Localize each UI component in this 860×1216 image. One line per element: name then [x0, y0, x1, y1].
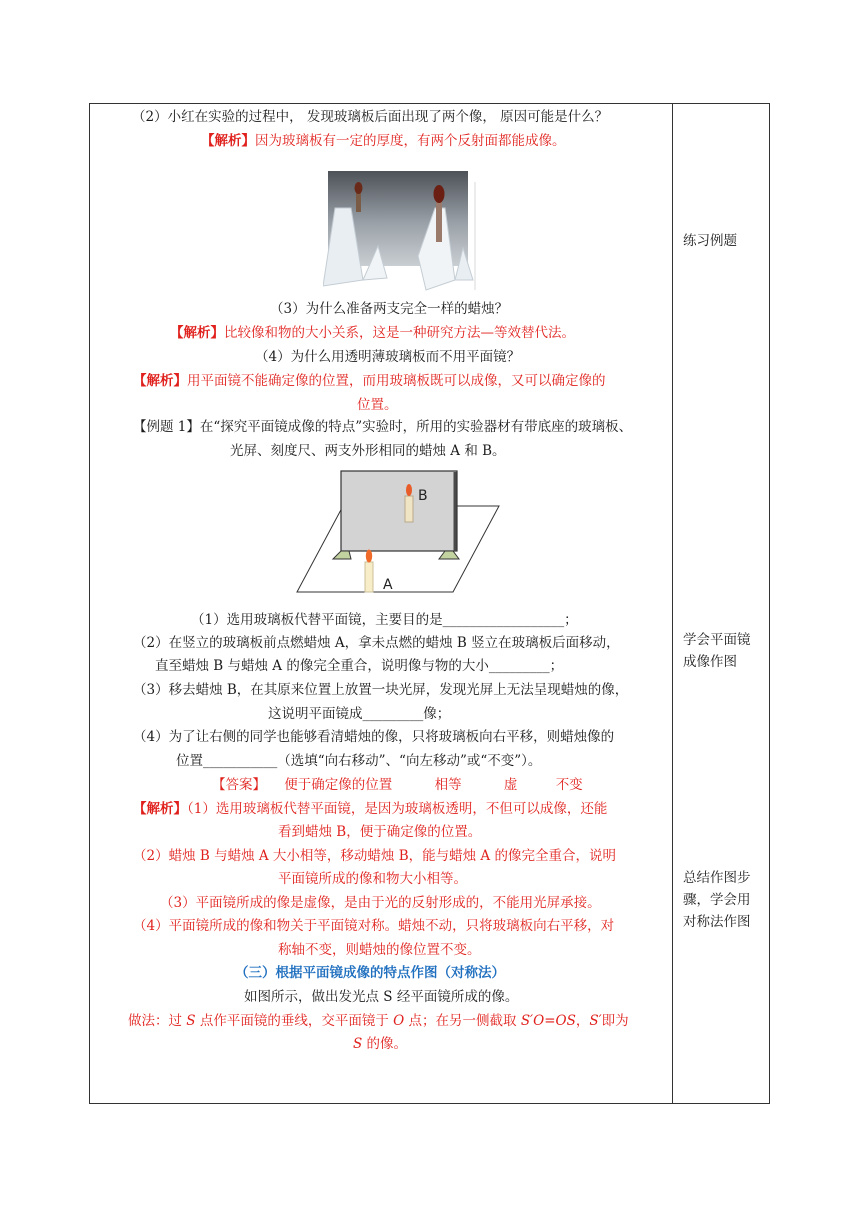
sub-question-4-cont: 位置___________（选填“向右移动”、“向左移动”或“不变”）。 — [176, 753, 542, 769]
note-learn-drawing: 学会平面镜 成像作图 — [683, 632, 751, 670]
sub-question-2-cont: 直至蜡烛 B 与蜡烛 A 的像完全重合，说明像与物的大小_________； — [155, 658, 564, 674]
example-1: 【例题 1】在“探究平面镜成像的特点”实验时，所用的实验器材有带底座的玻璃板、 — [133, 419, 633, 435]
answer-2: 相等 — [434, 777, 462, 793]
note-summary: 总结作图步 骤，学会用 对称法作图 — [683, 870, 751, 930]
note-practice: 练习例题 — [683, 233, 737, 249]
answer-4: 不变 — [555, 777, 583, 793]
analysis-4-cont: 位置。 — [357, 397, 398, 413]
method-line-cont: S 的像。 — [353, 1036, 408, 1052]
explanation-3: （3）平面镜所成的像是虚像，是由于光的反射形成的，不能用光屏承接。 — [160, 895, 601, 911]
method-line: 做法：过 S 点作平面镜的垂线，交平面镜于 O 点；在另一侧截取 S′O=OS，S′即为 — [128, 1013, 629, 1029]
label-b: B — [418, 488, 428, 504]
experiment-diagram — [293, 466, 507, 594]
content-column — [90, 104, 673, 1103]
label-a: A — [383, 577, 393, 593]
sub-question-4: （4）为了让右侧的同学也能够看清蜡烛的像，只将玻璃板向右平移，则蜡烛像的 — [133, 729, 615, 745]
explanation-2: （2）蜡烛 B 与蜡烛 A 大小相等，移动蜡烛 B，能与蜡烛 A 的像完全重合，说明 — [133, 848, 616, 864]
answer-1: 便于确定像的位置 — [284, 777, 393, 793]
explanation-1-cont: 看到蜡烛 B，便于确定像的位置。 — [278, 824, 482, 840]
sub-question-3: （3）移去蜡烛 B，在其原来位置上放置一块光屏，发现光屏上无法呈现蜡烛的像， — [133, 682, 629, 698]
section-3-intro: 如图所示，做出发光点 S 经平面镜所成的像。 — [244, 989, 519, 1005]
section-3-title: （三）根据平面镜成像的特点作图（对称法） — [235, 965, 505, 981]
sub-question-2: （2）在竖立的玻璃板前点燃蜡烛 A，拿未点燃的蜡烛 B 竖立在玻璃板后面移动， — [133, 635, 620, 651]
explanation-4: （4）平面镜所成的像和物关于平面镜对称。蜡烛不动，只将玻璃板向右平移，对 — [133, 918, 615, 934]
candle-a — [365, 562, 373, 592]
analysis-tag: 【解析】 — [201, 133, 255, 149]
question-2: （2）小红在实验的过程中， 发现玻璃板后面出现了两个像， 原因可能是什么？ — [132, 109, 609, 125]
lesson-table — [89, 103, 770, 1104]
sub-question-3-cont: 这说明平面镜成_________像； — [268, 706, 451, 722]
candle-b — [405, 496, 413, 522]
explanation-4-cont: 称轴不变，则蜡烛的像位置不变。 — [278, 942, 481, 958]
explanation-1: 【解析】（1）选用玻璃板代替平面镜，是因为玻璃板透明，不但可以成像，还能 — [133, 801, 608, 817]
question-3: （3）为什么准备两支完全一样的蜡烛？ — [270, 301, 509, 317]
analysis-2 — [201, 132, 566, 150]
analysis-3: 【解析】比较像和物的大小关系，这是一种研究方法—等效替代法。 — [170, 325, 575, 341]
question-4: （4）为什么用透明薄玻璃板而不用平面镜？ — [255, 349, 521, 365]
notes-column — [673, 104, 771, 1103]
analysis-text: 因为玻璃板有一定的厚度，有两个反射面都能成像。 — [255, 133, 566, 149]
candle-real — [436, 202, 442, 242]
answer-line — [212, 776, 583, 794]
glass-plate-photo — [323, 162, 488, 292]
glass-board — [341, 471, 457, 551]
answer-tag: 【答案】 — [212, 777, 266, 793]
explanation-2-cont: 平面镜所成的像和物大小相等。 — [278, 871, 467, 887]
answer-3: 虚 — [503, 777, 518, 793]
analysis-4: 【解析】用平面镜不能确定像的位置，而用玻璃板既可以成像，又可以确定像的 — [133, 373, 606, 389]
example-1-cont: 光屏、刻度尺、两支外形相同的蜡烛 A 和 B。 — [230, 443, 506, 459]
sub-question-1: （1）选用玻璃板代替平面镜，主要目的是__________________； — [191, 612, 578, 628]
